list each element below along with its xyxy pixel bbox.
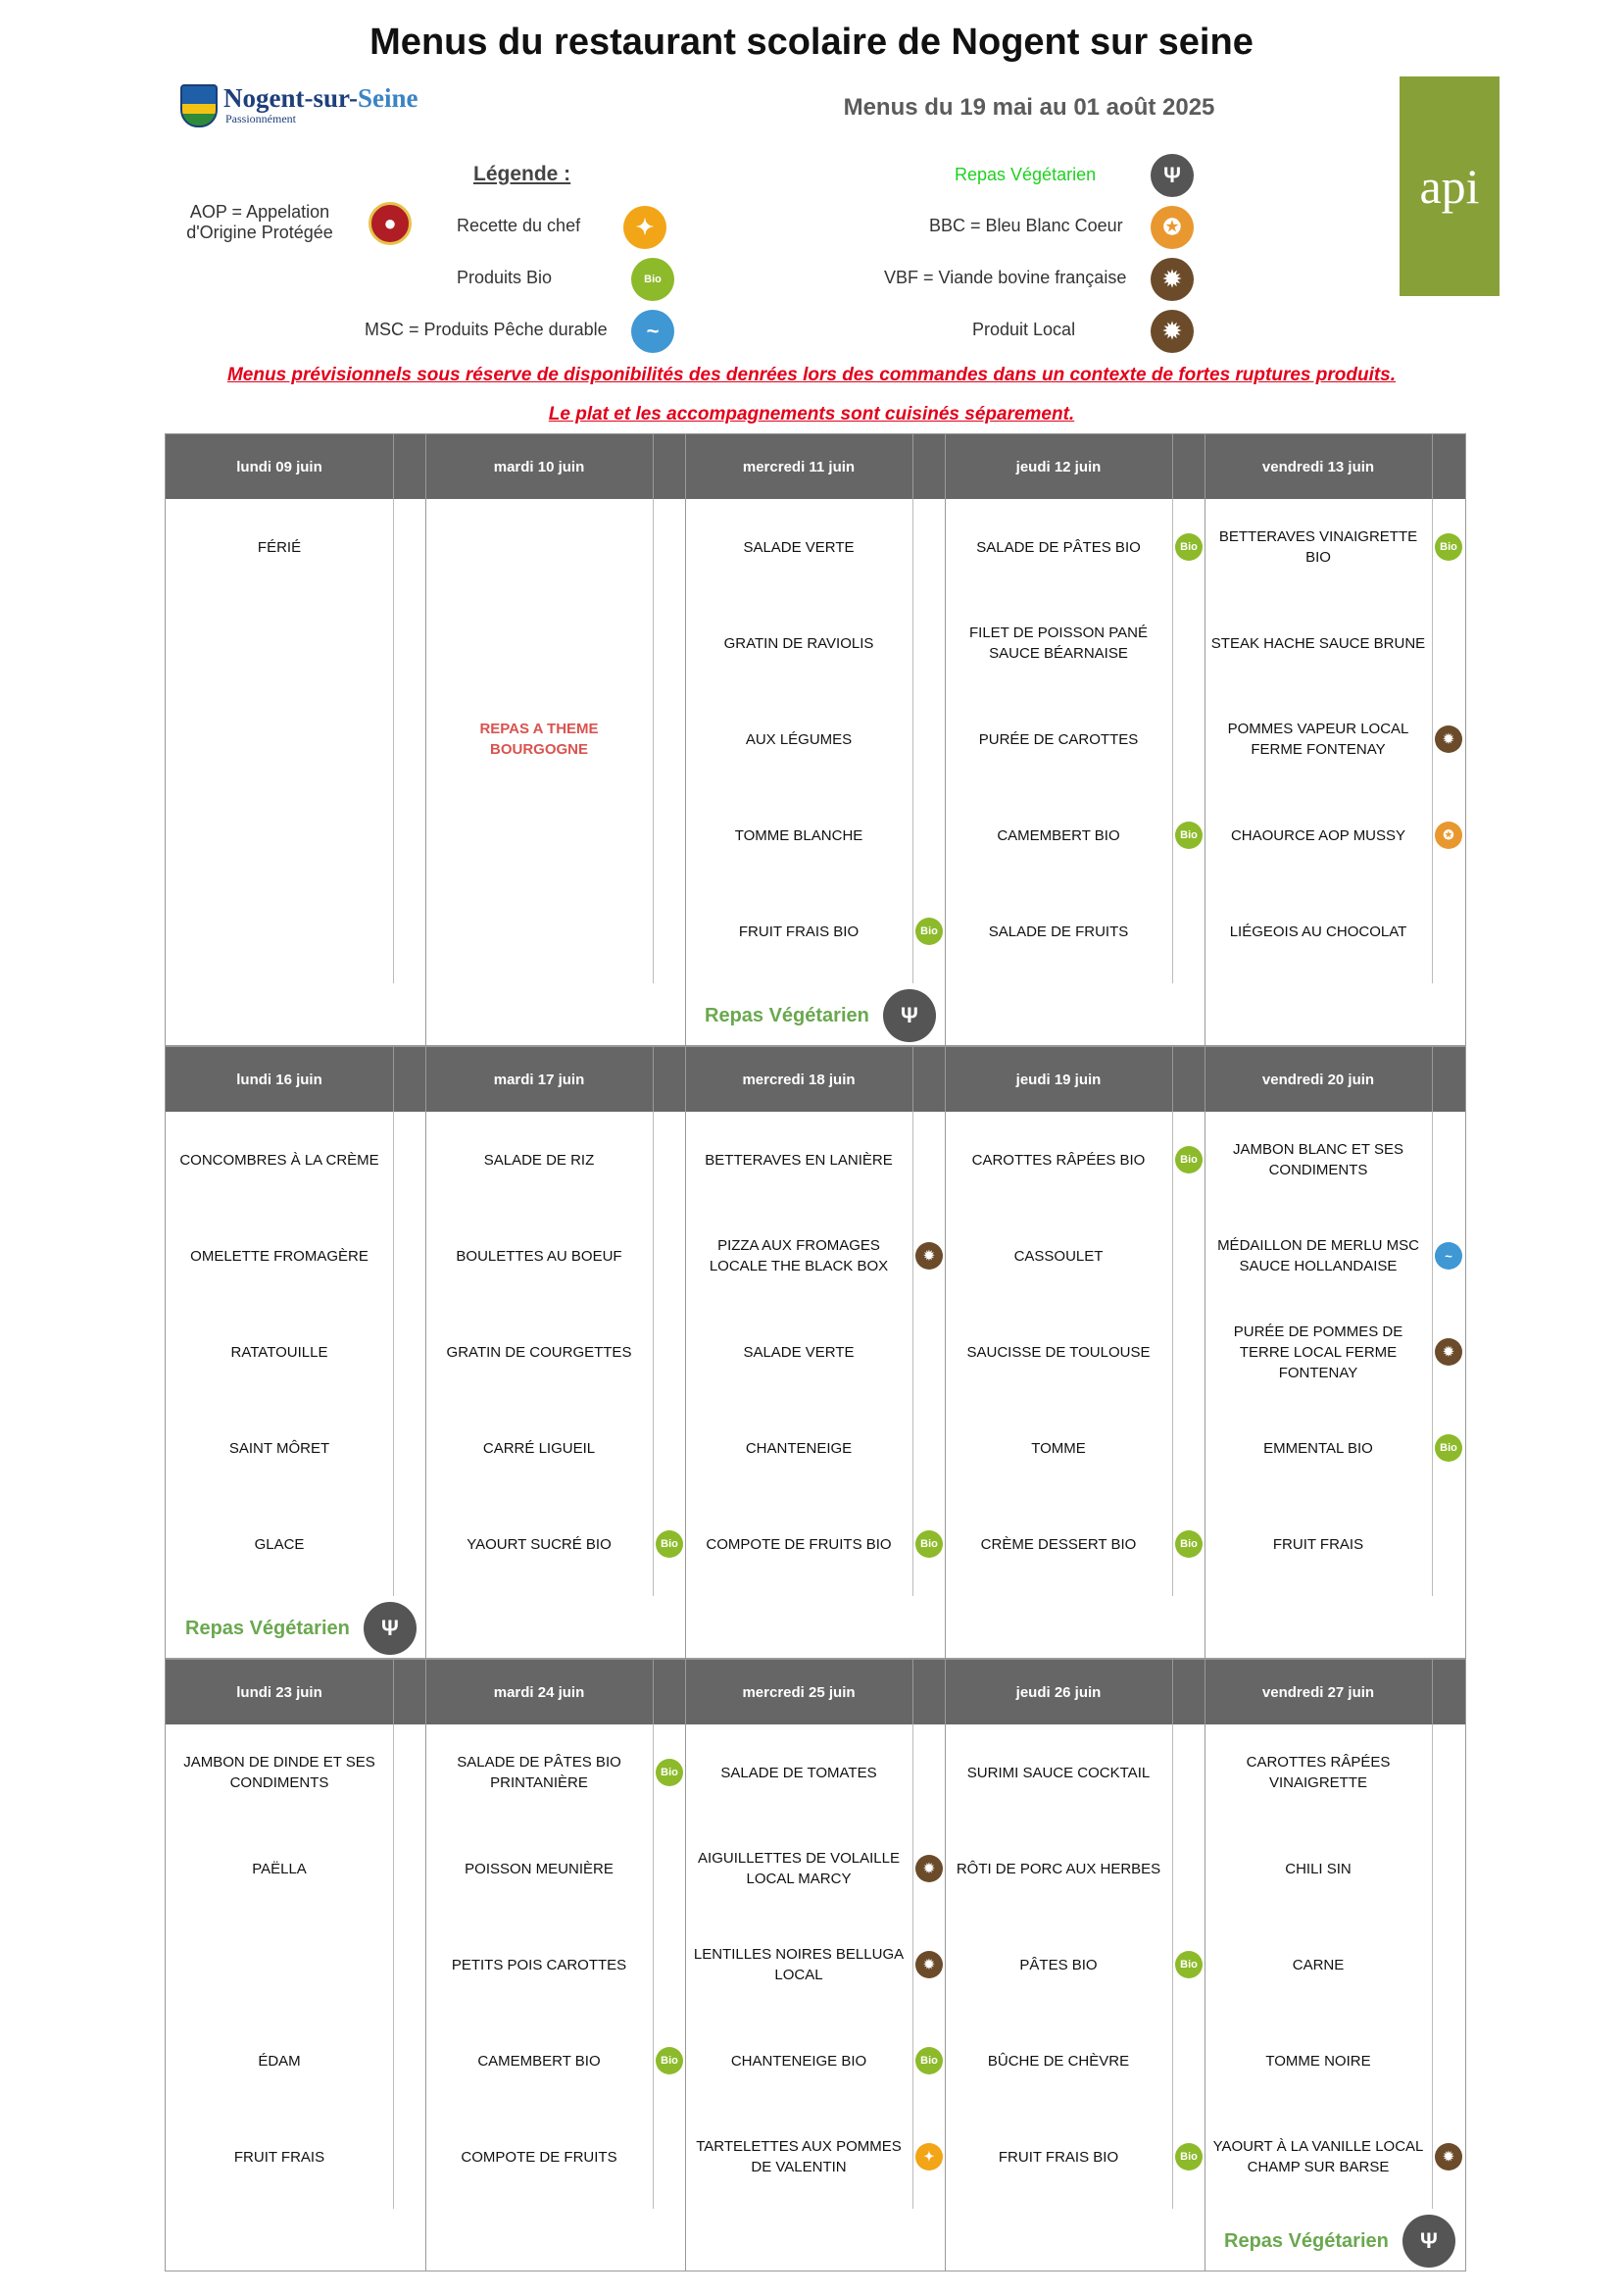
- menu-item: YAOURT SUCRÉ BIO: [467, 1535, 612, 1553]
- icon-column-divider: [1432, 499, 1433, 983]
- notice-availability: Menus prévisionnels sous réserve de disponibilités des denrées lors des commandes dans un contexte de fortes ruptures produits.: [226, 365, 1397, 385]
- vegetarian-banner: [705, 989, 936, 1042]
- city-shield-icon: [180, 84, 218, 127]
- day-header: mardi 17 juin: [493, 1071, 585, 1088]
- menu-item: GRATIN DE RAVIOLIS: [723, 634, 874, 652]
- menu-item: CAMEMBERT BIO: [997, 826, 1120, 844]
- menu-item: EMMENTAL BIO: [1263, 1439, 1373, 1457]
- menu-item: CAMEMBERT BIO: [477, 2052, 601, 2070]
- menu-item: SALADE VERTE: [743, 1343, 855, 1361]
- menu-item: CHANTENEIGE BIO: [730, 2052, 867, 2070]
- local-icon: ✹: [915, 1951, 943, 1978]
- menu-item: SALADE DE FRUITS: [988, 923, 1129, 940]
- vegetarian-icon: Ψ: [883, 989, 936, 1042]
- menu-item: TARTELETTES AUX POMMES DE VALENTIN: [696, 2138, 902, 2175]
- icon-column-divider: [1172, 1112, 1173, 1596]
- menu-item: PIZZA AUX FROMAGES LOCALE THE BLACK BOX: [709, 1237, 889, 1274]
- legend-msc-label: MSC = Produits Pêche durable: [365, 320, 608, 339]
- menu-item: CAROTTES RÂPÉES VINAIGRETTE: [1246, 1754, 1391, 1791]
- legend-vbf-label: VBF = Viande bovine française: [884, 268, 1127, 287]
- menu-item: COMPOTE DE FRUITS: [461, 2148, 617, 2166]
- bbc-icon: ✪: [1151, 206, 1194, 249]
- menu-item: CASSOULET: [1013, 1247, 1104, 1265]
- menu-item: SALADE DE RIZ: [483, 1151, 595, 1169]
- menu-item: CAROTTES RÂPÉES BIO: [971, 1151, 1146, 1169]
- menu-item: AUX LÉGUMES: [745, 730, 853, 748]
- icon-column-divider: [1432, 1724, 1433, 2209]
- menu-item: TOMME: [1031, 1439, 1086, 1457]
- local-icon: ✹: [915, 1242, 943, 1270]
- icon-column-divider: [912, 1724, 913, 2209]
- bio-icon: Bio: [656, 1759, 683, 1786]
- header-divider: [653, 1660, 654, 1724]
- menu-item: POISSON MEUNIÈRE: [465, 1860, 614, 1877]
- header-divider: [1172, 1660, 1173, 1724]
- header-divider: [912, 1047, 913, 1112]
- page-title: Menus du restaurant scolaire de Nogent sur seine: [369, 22, 1254, 63]
- legend-vege-label: Repas Végétarien: [955, 165, 1097, 184]
- icon-column-divider: [393, 499, 394, 983]
- menu-item: CRÈME DESSERT BIO: [980, 1535, 1137, 1553]
- week-table: [165, 1659, 1466, 2271]
- bio-icon: Bio: [656, 2047, 683, 2074]
- icon-column-divider: [393, 1724, 394, 2209]
- vegetarian-icon: Ψ: [364, 1602, 417, 1655]
- bio-icon: Bio: [1175, 2143, 1203, 2171]
- icon-column-divider: [1172, 1724, 1173, 2209]
- menu-item: OMELETTE FROMAGÈRE: [190, 1247, 369, 1265]
- menu-item: YAOURT À LA VANILLE LOCAL CHAMP SUR BARSE: [1212, 2138, 1424, 2175]
- day-header: lundi 23 juin: [236, 1683, 322, 1701]
- icon-column-divider: [1172, 499, 1173, 983]
- menu-item: FRUIT FRAIS: [1272, 1535, 1364, 1553]
- menu-item: FRUIT FRAIS: [233, 2148, 325, 2166]
- menu-item: CHILI SIN: [1285, 1860, 1352, 1877]
- menu-period: Menus du 19 mai au 01 août 2025: [843, 94, 1215, 121]
- header-divider: [1432, 1660, 1433, 1724]
- menu-item: TOMME NOIRE: [1265, 2052, 1371, 2070]
- bio-icon: Bio: [1175, 822, 1203, 849]
- icon-column-divider: [912, 1112, 913, 1596]
- day-header: mardi 10 juin: [493, 458, 585, 475]
- vegetarian-label: Repas Végétarien: [1224, 2229, 1389, 2252]
- day-header: vendredi 20 juin: [1261, 1071, 1375, 1088]
- logo-name-seine: Seine: [357, 83, 418, 113]
- day-header: vendredi 27 juin: [1261, 1683, 1375, 1701]
- menu-item: POMMES VAPEUR LOCAL FERME FONTENAY: [1227, 721, 1409, 758]
- bio-icon: Bio: [1435, 1434, 1462, 1462]
- menu-item: JAMBON BLANC ET SES CONDIMENTS: [1233, 1141, 1403, 1178]
- day-header: jeudi 12 juin: [1015, 458, 1102, 475]
- icon-column-divider: [653, 499, 654, 983]
- logo-name: Nogent-sur-: [223, 83, 358, 113]
- menu-item: FRUIT FRAIS BIO: [738, 923, 860, 940]
- menu-item: SALADE VERTE: [743, 538, 855, 556]
- menu-item: PETITS POIS CAROTTES: [451, 1956, 627, 1973]
- local-icon: ✹: [1435, 1338, 1462, 1366]
- legend-bio-label: Produits Bio: [457, 268, 553, 287]
- icon-column-divider: [1432, 1112, 1433, 1596]
- legend-title: Légende :: [473, 163, 571, 185]
- week-table: [165, 1046, 1466, 1659]
- day-header: lundi 16 juin: [236, 1071, 322, 1088]
- week-table: [165, 433, 1466, 1046]
- menu-item: LIÉGEOIS AU CHOCOLAT: [1229, 923, 1407, 940]
- local-icon: ✹: [915, 1855, 943, 1882]
- legend-local-label: Produit Local: [972, 320, 1076, 339]
- menu-item: MÉDAILLON DE MERLU MSC SAUCE HOLLANDAISE: [1217, 1237, 1419, 1274]
- header-divider: [393, 434, 394, 499]
- bbc-icon: ✪: [1435, 822, 1462, 849]
- menu-item: COMPOTE DE FRUITS BIO: [706, 1535, 892, 1553]
- vbf-icon: ✹: [1151, 258, 1194, 301]
- vegetarian-banner: [185, 1602, 417, 1655]
- menu-item: CARNE: [1292, 1956, 1345, 1973]
- header-divider: [912, 434, 913, 499]
- chef-icon: ✦: [623, 206, 666, 249]
- menu-item: FILET DE POISSON PANÉ SAUCE BÉARNAISE: [969, 624, 1148, 662]
- bio-icon: Bio: [1175, 533, 1203, 561]
- menu-item: BETTERAVES VINAIGRETTE BIO: [1218, 528, 1418, 566]
- city-logo: [180, 84, 418, 127]
- menu-item: SAUCISSE DE TOULOUSE: [966, 1343, 1151, 1361]
- menu-item: SURIMI SAUCE COCKTAIL: [966, 1764, 1151, 1781]
- theme-meal: REPAS A THEME BOURGOGNE: [479, 721, 599, 758]
- menu-item: RATATOUILLE: [230, 1343, 328, 1361]
- day-header: vendredi 13 juin: [1261, 458, 1375, 475]
- menu-item: CHAOURCE AOP MUSSY: [1230, 826, 1406, 844]
- local-icon: ✹: [1151, 310, 1194, 353]
- menu-item: PURÉE DE POMMES DE TERRE LOCAL FERME FONTENAY: [1233, 1323, 1403, 1381]
- menu-item: [166, 1925, 393, 2004]
- menu-item: SAINT MÔRET: [228, 1439, 330, 1457]
- day-header: mercredi 25 juin: [742, 1683, 856, 1701]
- vegetarian-banner: [1224, 2215, 1455, 2268]
- menu-item: CHANTENEIGE: [745, 1439, 853, 1457]
- menu-item: SALADE DE PÂTES BIO: [976, 538, 1141, 556]
- day-header: jeudi 19 juin: [1015, 1071, 1102, 1088]
- legend-chef-label: Recette du chef: [457, 216, 581, 235]
- menu-item: PURÉE DE CAROTTES: [978, 730, 1139, 748]
- vegetarian-icon: Ψ: [1402, 2215, 1455, 2268]
- aop-icon: ●: [369, 202, 412, 245]
- header-divider: [393, 1660, 394, 1724]
- local-icon: ✹: [1435, 2143, 1462, 2171]
- vegetarian-label: Repas Végétarien: [185, 1617, 350, 1639]
- menu-item: BÛCHE DE CHÈVRE: [987, 2052, 1130, 2070]
- bio-icon: Bio: [1435, 533, 1462, 561]
- header-divider: [653, 434, 654, 499]
- bio-icon: Bio: [1175, 1146, 1203, 1173]
- chef-icon: ✦: [915, 2143, 943, 2171]
- bio-icon: Bio: [915, 918, 943, 945]
- menu-item: TOMME BLANCHE: [734, 826, 863, 844]
- day-header: mercredi 18 juin: [742, 1071, 856, 1088]
- bio-icon: Bio: [915, 1530, 943, 1558]
- menu-item: STEAK HACHE SAUCE BRUNE: [1210, 634, 1426, 652]
- menu-item: SALADE DE TOMATES: [720, 1764, 877, 1781]
- notice-cooking: Le plat et les accompagnements sont cuisinés séparement.: [548, 404, 1075, 424]
- menu-item: GLACE: [254, 1535, 305, 1553]
- legend-aop-label: AOP = Appelation d'Origine Protégée: [186, 202, 333, 242]
- icon-column-divider: [912, 499, 913, 983]
- menu-item: BETTERAVES EN LANIÈRE: [705, 1151, 893, 1169]
- bio-icon: Bio: [1175, 1530, 1203, 1558]
- menu-item: RÔTI DE PORC AUX HERBES: [956, 1860, 1161, 1877]
- vegetarian-label: Repas Végétarien: [705, 1004, 869, 1026]
- header-divider: [1432, 1047, 1433, 1112]
- bio-icon: Bio: [1175, 1951, 1203, 1978]
- logo-tagline: Passionnément: [225, 112, 296, 125]
- vegetarian-icon: Ψ: [1151, 154, 1194, 197]
- menu-item: SALADE DE PÂTES BIO PRINTANIÈRE: [457, 1754, 621, 1791]
- day-header: mardi 24 juin: [493, 1683, 585, 1701]
- header-divider: [653, 1047, 654, 1112]
- menu-item: PÂTES BIO: [1019, 1956, 1098, 1973]
- menu-item: ÉDAM: [258, 2052, 301, 2070]
- bio-icon: Bio: [631, 258, 674, 301]
- menu-item: AIGUILLETTES DE VOLAILLE LOCAL MARCY: [698, 1850, 900, 1887]
- menu-item: LENTILLES NOIRES BELLUGA LOCAL: [693, 1946, 905, 1983]
- day-header: mercredi 11 juin: [742, 458, 856, 475]
- header-divider: [912, 1660, 913, 1724]
- icon-column-divider: [653, 1724, 654, 2209]
- header-divider: [1432, 434, 1433, 499]
- header-divider: [1172, 434, 1173, 499]
- menu-item: JAMBON DE DINDE ET SES CONDIMENTS: [183, 1754, 375, 1791]
- icon-column-divider: [393, 1112, 394, 1596]
- menu-item: FÉRIÉ: [257, 538, 302, 556]
- menu-item: BOULETTES AU BOEUF: [456, 1247, 622, 1265]
- header-divider: [1172, 1047, 1173, 1112]
- menu-item: FRUIT FRAIS BIO: [998, 2148, 1119, 2166]
- header-divider: [393, 1047, 394, 1112]
- bio-icon: Bio: [656, 1530, 683, 1558]
- menu-item: CARRÉ LIGUEIL: [482, 1439, 596, 1457]
- api-logo: api: [1400, 76, 1500, 296]
- msc-icon: ~: [631, 310, 674, 353]
- menu-item: CONCOMBRES À LA CRÈME: [179, 1151, 379, 1169]
- bio-icon: Bio: [915, 2047, 943, 2074]
- day-header: lundi 09 juin: [236, 458, 322, 475]
- menu-item: PAËLLA: [252, 1860, 307, 1877]
- legend-bbc-label: BBC = Bleu Blanc Coeur: [929, 216, 1123, 235]
- menu-item: GRATIN DE COURGETTES: [446, 1343, 632, 1361]
- icon-column-divider: [653, 1112, 654, 1596]
- local-icon: ✹: [1435, 725, 1462, 753]
- day-header: jeudi 26 juin: [1015, 1683, 1102, 1701]
- msc-icon: ~: [1435, 1242, 1462, 1270]
